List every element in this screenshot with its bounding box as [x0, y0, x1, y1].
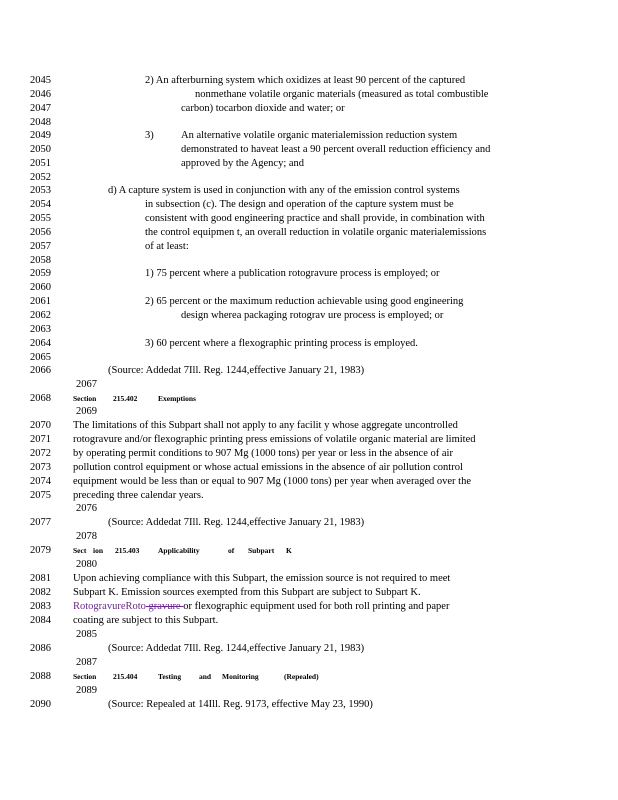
line-number: 2089 [76, 685, 97, 696]
line-number: 2045 [30, 75, 51, 86]
section-heading-title: K [286, 546, 292, 555]
text-line: by operating permit conditions to 907 Mg (1000 tons) per year or less in the absence of air [73, 448, 453, 459]
text-line: in subsection (c). The design and operation of the capture system must be [145, 199, 454, 210]
text-line: coating are subject to this Subpart. [73, 615, 219, 626]
line-number: 2055 [30, 213, 51, 224]
line-number: 2067 [76, 379, 97, 390]
line-number: 2058 [30, 255, 51, 266]
line-number: 2046 [30, 89, 51, 100]
inserted-text: RotogravureRoto [73, 601, 146, 612]
line-number: 2063 [30, 324, 51, 335]
line-number: 2080 [76, 559, 97, 570]
line-number: 2053 [30, 185, 51, 196]
section-heading-title: Monitoring [222, 672, 259, 681]
section-heading-title: and [199, 672, 212, 681]
text-line: consistent with good engineering practice and shall provide, in combination with [145, 213, 485, 224]
line-number: 2066 [30, 365, 51, 376]
source-note: (Source: Addedat 7Ill. Reg. 1244,effective January 21, 1983) [108, 517, 365, 528]
line-number: 2078 [76, 531, 97, 542]
text-line: Subpart K. Emission sources exempted from this Subpart are subject to Subpart K. [73, 587, 421, 598]
line-number: 2068 [30, 393, 51, 404]
line-number: 2049 [30, 130, 51, 141]
section-heading-label: Section [73, 672, 97, 681]
line-number: 2070 [30, 420, 51, 431]
line-number: 2090 [30, 699, 51, 710]
section-heading-title: Applicability [158, 546, 200, 555]
section-heading-title: of [228, 546, 235, 555]
line-number: 2050 [30, 144, 51, 155]
line-number: 2056 [30, 227, 51, 238]
line-number: 2062 [30, 310, 51, 321]
text-line: 2) An afterburning system which oxidizes at least 90 percent of the captured [145, 75, 466, 86]
section-heading-label: Sect [73, 546, 87, 555]
line-number: 2083 [30, 601, 51, 612]
text-line: rotogravure and/or flexographic printing press emissions of volatile organic material are limited [73, 434, 476, 445]
text-line: 3) [145, 130, 154, 141]
line-number: 2086 [30, 643, 51, 654]
text-line: design wherea packaging rotograv ure process is employed; or [181, 310, 444, 321]
line-number: 2064 [30, 338, 51, 349]
text-line-revised [73, 601, 449, 613]
text-line: Upon achieving compliance with this Subpart, the emission source is not required to meet [73, 573, 451, 584]
text-line-rest: or flexographic equipment used for both roll printing and paper [183, 601, 450, 612]
text-line: The limitations of this Subpart shall not apply to any facilit y whose aggregate uncontrolled [73, 420, 458, 431]
text-line: 2) 65 percent or the maximum reduction achievable using good engineering [145, 296, 464, 307]
section-heading-label: ion [93, 546, 104, 555]
line-number: 2072 [30, 448, 51, 459]
line-number: 2073 [30, 462, 51, 473]
line-number: 2052 [30, 172, 51, 183]
section-heading-title: Exemptions [158, 394, 196, 403]
section-heading-number: 215.403 [115, 546, 140, 555]
source-note: (Source: Addedat 7Ill. Reg. 1244,effective January 21, 1983) [108, 365, 365, 376]
line-number: 2047 [30, 103, 51, 114]
text-line: of at least: [145, 241, 189, 252]
text-line: carbon) tocarbon dioxide and water; or [181, 103, 345, 114]
line-number: 2087 [76, 657, 97, 668]
section-heading-status: (Repealed) [284, 672, 319, 681]
text-line: d) A capture system is used in conjunction with any of the emission control systems [108, 185, 460, 196]
line-number: 2074 [30, 476, 51, 487]
source-note: (Source: Addedat 7Ill. Reg. 1244,effective January 21, 1983) [108, 643, 365, 654]
section-heading-number: 215.404 [113, 672, 138, 681]
line-number: 2088 [30, 671, 51, 682]
text-line: 1) 75 percent where a publication rotogravure process is employed; or [145, 268, 440, 279]
line-number: 2069 [76, 406, 97, 417]
text-line: demonstrated to haveat least a 90 percent overall reduction efficiency and [181, 144, 491, 155]
text-line: nonmethane volatile organic materials (measured as total combustible [195, 89, 489, 100]
source-note: (Source: Repealed at 14Ill. Reg. 9173, effective May 23, 1990) [108, 699, 373, 710]
text-line: pollution control equipment or whose actual emissions in the absence of air pollution control [73, 462, 463, 473]
text-line: the control equipmen t, an overall reduction in volatile organic materialemissions [145, 227, 487, 238]
section-heading-number: 215.402 [113, 394, 138, 403]
text-line: approved by the Agency; and [181, 158, 305, 169]
line-number: 2059 [30, 268, 51, 279]
line-number: 2061 [30, 296, 51, 307]
line-number: 2054 [30, 199, 51, 210]
text-line: equipment would be less than or equal to 907 Mg (1000 tons) per year when averaged over the [73, 476, 472, 487]
line-number: 2076 [76, 503, 97, 514]
deleted-text: gravure [145, 601, 184, 612]
section-heading-title: Testing [158, 672, 182, 681]
line-number: 2081 [30, 573, 51, 584]
line-number: 2082 [30, 587, 51, 598]
text-line: preceding three calendar years. [73, 490, 204, 501]
line-number: 2060 [30, 282, 51, 293]
line-number: 2085 [76, 629, 97, 640]
line-number: 2079 [30, 545, 51, 556]
line-number: 2071 [30, 434, 51, 445]
text-line: An alternative volatile organic materialemission reduction system [181, 130, 458, 141]
line-number: 2057 [30, 241, 51, 252]
line-number: 2048 [30, 117, 51, 128]
section-heading-title: Subpart [248, 546, 275, 555]
line-number: 2084 [30, 615, 51, 626]
section-heading-label: Section [73, 394, 97, 403]
line-number: 2077 [30, 517, 51, 528]
line-number: 2065 [30, 352, 51, 363]
text-line: 3) 60 percent where a flexographic printing process is employed. [145, 338, 418, 349]
line-number: 2051 [30, 158, 51, 169]
line-number: 2075 [30, 490, 51, 501]
